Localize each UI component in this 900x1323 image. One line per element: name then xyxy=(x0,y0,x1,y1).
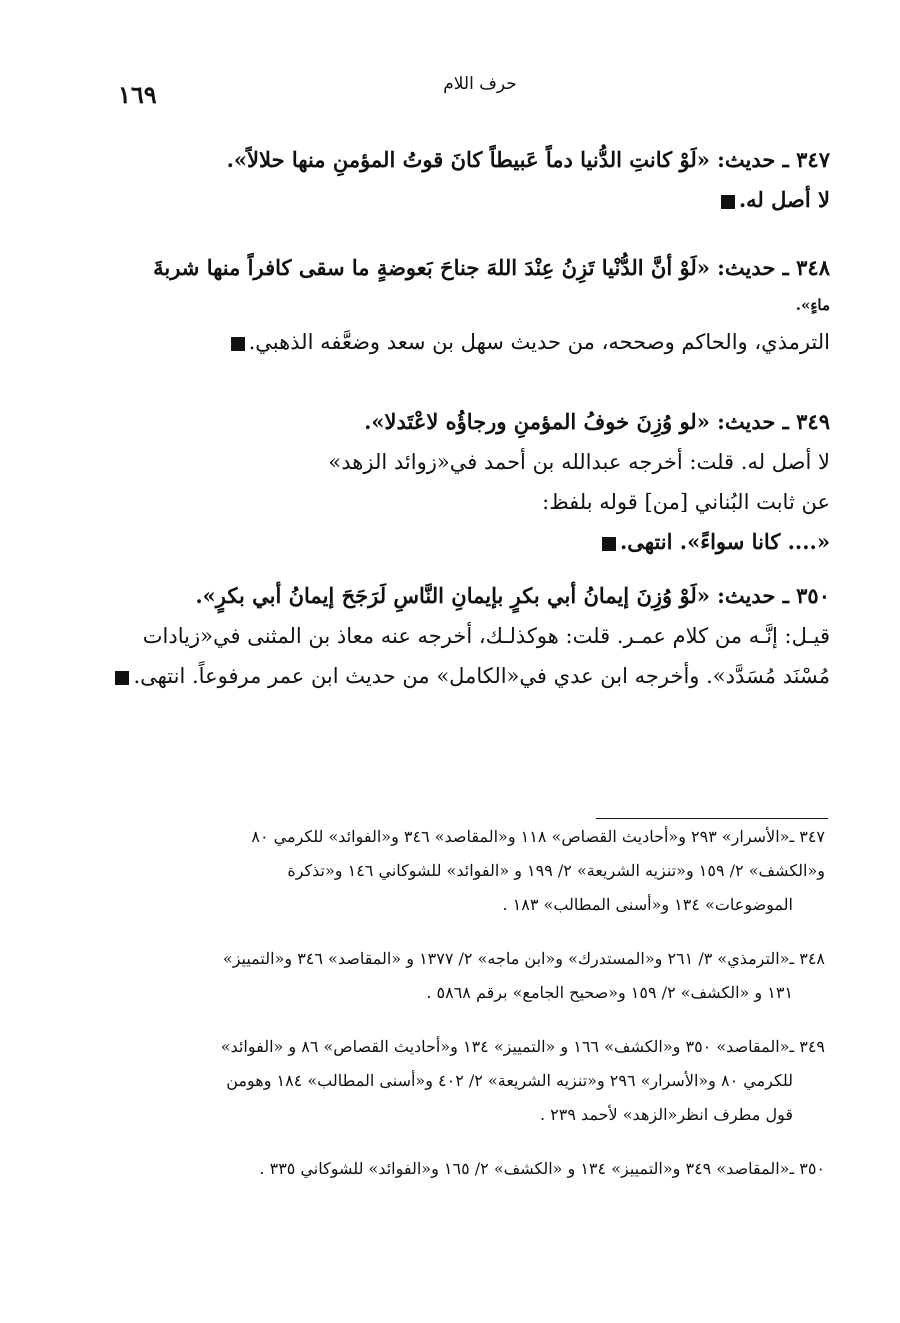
footnote-347 xyxy=(118,820,825,922)
footnote-separator xyxy=(596,818,828,819)
footnote-line: ٣٥٠ ـ«المقاصد» ٣٤٩ و«التمييز» ١٣٤ و «الكشف» ٢/ ١٦٥ و«الفوائد» للشوكاني ٣٣٥ . xyxy=(259,1159,825,1178)
quoted-line xyxy=(118,522,830,562)
footnote-line: الموضوعات» ١٣٤ و«أسنى المطالب» ١٨٣ . xyxy=(502,895,793,914)
footnote-349 xyxy=(118,1030,825,1132)
verdict-line xyxy=(118,180,830,220)
entry-348 xyxy=(118,248,830,362)
end-square-icon xyxy=(115,671,129,685)
commentary-line: قيـل: إنَّـه من كلام عمـر. قلت: هوكذلـك، أخرجه عنه معاذ بن المثنى في«زيادات xyxy=(142,624,830,648)
end-square-icon xyxy=(602,537,616,551)
footnote-348 xyxy=(118,942,825,1010)
footnote-line: و«الكشف» ٢/ ١٥٩ و«تنزيه الشريعة» ٢/ ١٩٩ و «الفوائد» للشوكاني ١٤٦ و«تذكرة xyxy=(287,861,825,880)
commentary-line xyxy=(118,656,830,696)
main-text xyxy=(118,140,830,696)
footnote-350 xyxy=(118,1152,825,1186)
running-head: حرف اللام xyxy=(443,74,517,94)
hadith-line: ٣٤٧ ـ حديث: «لَوْ كانتِ الدُّنيا دماً عَبيطاً كانَ قوتُ المؤمنِ منها حلالاً». xyxy=(226,147,830,172)
entry-350 xyxy=(118,576,830,696)
commentary-line: لا أصل له. قلت: أخرجه عبدالله بن أحمد في«زوائد الزهد» xyxy=(328,450,830,474)
hadith-line: ٣٤٨ ـ حديث: «لَوْ أنَّ الدُّنْيا تَزِنُ عِنْدَ اللهَ جناحَ بَعوضةٍ ما سقى كافراً منها شربةَ xyxy=(153,255,830,280)
entry-349 xyxy=(118,402,830,562)
footnote-line: ٣٤٧ ـ«الأسرار» ٢٩٣ و«أحاديث القصاص» ١١٨ و«المقاصد» ٣٤٦ و«الفوائد» للكرمي ٨٠ xyxy=(251,827,825,846)
verdict-text: الترمذي، والحاكم وصححه، من حديث سهل بن سعد وضعَّفه الذهبي. xyxy=(248,330,830,354)
entry-347 xyxy=(118,140,830,220)
verdict-text: لا أصل له. xyxy=(738,187,830,212)
footnote-line: ٣٤٩ ـ«المقاصد» ٣٥٠ و«الكشف» ١٦٦ و «التمييز» ١٣٤ و«أحاديث القصاص» ٨٦ و «الفوائد» xyxy=(220,1037,825,1056)
footnote-line: ٣٤٨ ـ«الترمذي» ٣/ ٢٦١ و«المستدرك» و«ابن ماجه» ٢/ ١٣٧٧ و «المقاصد» ٣٤٦ و«التمييز» xyxy=(222,949,825,968)
hadith-line: ٣٥٠ ـ حديث: «لَوْ وُزِنَ إيمانُ أبي بكرٍ بإيمانِ النَّاسِ لَرَجَحَ إيمانُ أبي بكرٍ». xyxy=(195,583,830,608)
verdict-line xyxy=(118,322,830,362)
end-square-icon xyxy=(231,337,245,351)
footnotes xyxy=(118,820,825,1206)
page-number: ١٦٩ xyxy=(118,80,157,109)
end-square-icon xyxy=(721,195,735,209)
hadith-line: ٣٤٩ ـ حديث: «لو وُزِنَ خوفُ المؤمنِ ورجاؤُه لاعْتَدلا». xyxy=(364,409,830,434)
footnote-line: للكرمي ٨٠ و«الأسرار» ٢٩٦ و«تنزيه الشريعة» ٢/ ٤٠٢ و«أسنى المطالب» ١٨٤ وهومن xyxy=(226,1071,793,1090)
quoted-text: «.... كانا سواءً». انتهى. xyxy=(619,529,830,554)
commentary-text: مُسْنَد مُسَدَّد». وأخرجه ابن عدي في«الكامل» من حديث ابن عمر مرفوعاً. انتهى. xyxy=(133,664,830,688)
footnote-line: ١٣١ و «الكشف» ٢/ ١٥٩ و«صحيح الجامع» برقم ٥٨٦٨ . xyxy=(426,983,793,1002)
commentary-line: عن ثابت البُناني [من] قوله بلفظ: xyxy=(542,490,830,514)
footnote-line: قول مطرف انظر«الزهد» لأحمد ٢٣٩ . xyxy=(539,1105,793,1124)
hadith-line-continuation: ماءٍ». xyxy=(795,296,830,314)
